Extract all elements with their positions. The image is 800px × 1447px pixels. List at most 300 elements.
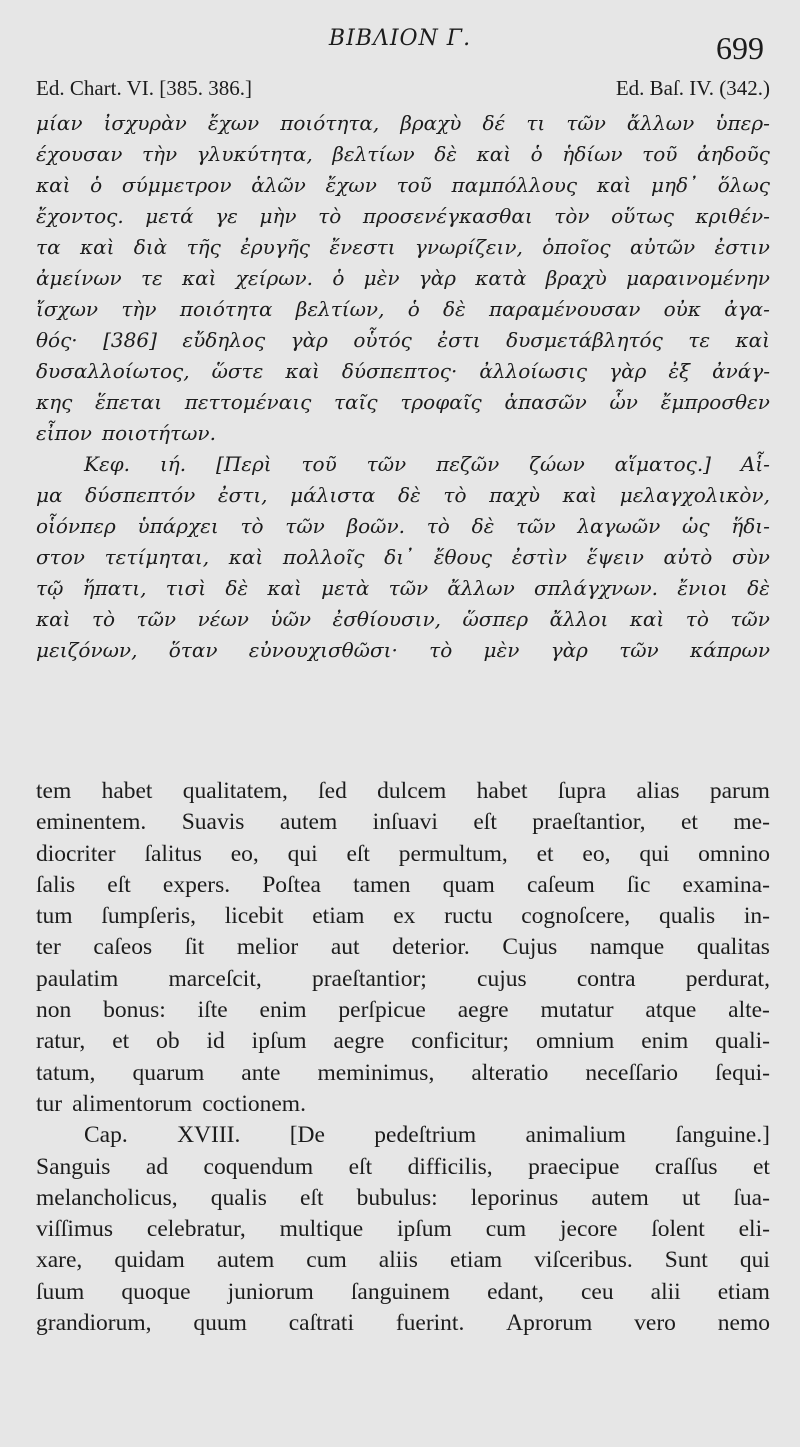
greek-text-line — [36, 356, 770, 387]
page-number: 699 — [716, 30, 764, 66]
word: ἔχων — [207, 111, 260, 135]
word: non — [36, 997, 72, 1024]
word: ἁλῶν — [251, 173, 306, 197]
word: alii — [650, 1278, 681, 1305]
word: γνωρίζειν, — [414, 235, 523, 259]
word: et — [112, 1028, 130, 1055]
word: contra — [576, 965, 636, 992]
word: ſanguinem — [350, 1278, 451, 1305]
word: μάλιστα — [290, 483, 376, 507]
word: ter — [36, 934, 61, 961]
word: ſupra — [557, 778, 607, 804]
word: διὰ — [133, 235, 168, 259]
word: pedeſtrium — [374, 1122, 477, 1149]
word: τῶν — [366, 452, 407, 476]
word: inſuavi — [372, 809, 438, 836]
word: habet — [476, 778, 528, 804]
word: βελτίων, — [295, 297, 385, 321]
latin-text-line — [36, 776, 770, 807]
word: caſtrati — [288, 1310, 354, 1337]
word: πεζῶν — [436, 452, 500, 476]
latin-text-line — [36, 1152, 770, 1183]
word: ἐστὶν — [511, 545, 568, 569]
word: δύσπεπτόν — [85, 483, 196, 507]
word: ὥστε — [211, 359, 264, 383]
latin-text-line — [36, 995, 770, 1026]
word: τὴν — [141, 142, 178, 166]
word: leporinus — [470, 1184, 559, 1211]
word: enim — [259, 997, 307, 1024]
word: edant, — [487, 1278, 544, 1305]
word: ἔθους — [433, 545, 492, 569]
word: ſic — [626, 871, 651, 898]
word: [Περὶ — [216, 452, 272, 476]
word: me- — [733, 809, 770, 836]
word: eminentem. — [36, 809, 147, 836]
word: γὰρ — [418, 266, 456, 290]
word: diocriter — [36, 840, 116, 867]
word: aegre — [333, 1028, 385, 1055]
word: cum — [485, 1216, 527, 1243]
word: δὲ — [443, 297, 466, 321]
word: τῶν — [730, 607, 770, 631]
greek-text-line — [36, 139, 770, 170]
word: πεττομέναις — [184, 390, 312, 414]
greek-text-line — [36, 201, 770, 232]
word: βελτίων — [332, 142, 415, 166]
word: ιή. — [159, 452, 187, 476]
word: praeſtantior, — [532, 809, 646, 836]
word: τα — [36, 235, 61, 259]
word: expers. — [162, 871, 231, 898]
word: ὁποῖος — [542, 235, 611, 259]
word: Cap. — [84, 1122, 128, 1149]
word: praecipue — [528, 1153, 620, 1180]
word: ζώων — [529, 452, 585, 476]
word: ſolent — [651, 1216, 705, 1243]
word: τοῦ — [642, 142, 678, 166]
word: ἁπασῶν — [504, 390, 587, 414]
word: ἐξ — [668, 359, 691, 383]
word: ſua- — [733, 1184, 770, 1211]
word: ποιότητα, — [280, 111, 380, 135]
word: et — [752, 1153, 770, 1180]
latin-text-line — [36, 1089, 770, 1120]
word: multique — [279, 1216, 364, 1243]
word: παχὺ — [489, 483, 541, 507]
latin-text-line — [36, 1277, 770, 1308]
word: τὸ — [240, 514, 264, 538]
word: tum — [36, 903, 73, 930]
greek-text-line — [36, 170, 770, 201]
word: τῶν — [285, 514, 325, 538]
word: έχουσαν — [36, 142, 123, 166]
word: Aprorum — [506, 1310, 593, 1337]
word: Poſtea — [262, 871, 321, 898]
word: βοῶν. — [346, 514, 405, 538]
greek-text-line — [36, 511, 770, 542]
word: juniorum — [227, 1278, 314, 1305]
word: δὲ — [434, 142, 458, 166]
word: κάπρων — [690, 638, 770, 662]
word: ἄλλοι — [549, 607, 609, 631]
word: κατὰ — [475, 266, 527, 290]
word: quidam — [114, 1247, 185, 1274]
word: στον — [36, 545, 85, 569]
word: qualis — [658, 903, 716, 930]
word: τοῦ — [301, 452, 337, 476]
word: ταῖς — [333, 390, 378, 414]
word: τὸ — [91, 607, 116, 631]
word: ὅλως — [717, 173, 770, 197]
word: Κεφ. — [84, 452, 131, 476]
word: ἥδι- — [731, 514, 770, 538]
word: δὲ — [747, 576, 770, 600]
latin-text-block — [36, 776, 770, 1339]
greek-text-line — [36, 604, 770, 635]
word: σπλάγχνων. — [533, 576, 659, 600]
word: qualis — [210, 1184, 267, 1211]
latin-text-line — [36, 932, 770, 963]
word: Αἷ- — [740, 452, 770, 476]
word: τροφαῖς — [400, 390, 482, 414]
word: ipſum — [397, 1216, 452, 1243]
word: autem — [216, 1247, 275, 1274]
word: ὁ — [407, 297, 420, 321]
word: eli- — [738, 1216, 770, 1243]
word: τῶν — [388, 576, 429, 600]
word: τῶν — [619, 638, 659, 662]
word: craſſus — [654, 1153, 718, 1180]
latin-text-line — [36, 1245, 770, 1276]
word: aliis — [378, 1247, 418, 1274]
word: ſed — [318, 778, 347, 804]
word: μὲν — [483, 638, 520, 662]
word: tur — [36, 1090, 63, 1117]
word: tem — [36, 778, 72, 804]
word: καὶ — [629, 607, 665, 631]
word: difficilis, — [407, 1153, 493, 1180]
word: ἐστι, — [217, 483, 268, 507]
word: χείρων. — [235, 266, 314, 290]
word: καὶ — [735, 328, 770, 352]
word: grandiorum, — [36, 1310, 152, 1337]
word: eſt — [348, 1153, 373, 1180]
word: ceu — [580, 1278, 614, 1305]
latin-text-line — [36, 1214, 770, 1245]
word: γε — [215, 204, 238, 228]
word: ſequi- — [715, 1059, 770, 1086]
greek-text-block — [36, 108, 770, 666]
word: ἀνάγ- — [712, 359, 770, 383]
word: [De — [289, 1122, 325, 1149]
word: μὴν — [259, 204, 297, 228]
word: parum — [709, 778, 770, 804]
word: qualitas — [696, 934, 770, 961]
word: celebratur, — [146, 1216, 246, 1243]
word: μειζόνων, — [36, 638, 138, 662]
word: cum — [306, 1247, 347, 1274]
word: aegre — [457, 997, 509, 1024]
word: marceſcit, — [168, 965, 262, 992]
word: XVIII. — [177, 1122, 241, 1149]
word: tatum, — [36, 1059, 96, 1086]
word: dulcem — [377, 778, 447, 804]
word: [386] — [103, 328, 157, 352]
word: μελαγχολικὸν, — [619, 483, 770, 507]
word: σὺν — [731, 545, 770, 569]
word: παραμένουσαν — [489, 297, 641, 321]
word: καὶ — [36, 607, 71, 631]
word: ſit — [184, 934, 205, 961]
word: quam — [442, 871, 495, 898]
greek-text-line — [36, 542, 770, 573]
word: ἔμπροσθεν — [660, 390, 770, 414]
word: καὶ — [285, 359, 320, 383]
word: τὸ — [685, 607, 709, 631]
greek-text-line — [36, 480, 770, 511]
word: atque — [645, 997, 697, 1024]
word: εὐνουχισθῶσι· — [248, 638, 398, 662]
latin-text-line — [36, 870, 770, 901]
word: καὶ — [182, 266, 217, 290]
word: τὸ — [429, 638, 453, 662]
word: ipſum — [251, 1028, 307, 1055]
word: αὐτὸ — [663, 545, 713, 569]
word: ποιοτήτων. — [101, 421, 216, 445]
greek-text-line — [36, 108, 770, 139]
word: ratur, — [36, 1028, 86, 1055]
greek-text-line — [36, 294, 770, 325]
word: etiam — [717, 1278, 770, 1305]
word: ἕψειν — [586, 545, 644, 569]
word: mutatur — [540, 997, 614, 1024]
edition-reference-left: Ed. Chart. VI. [385. 386.] — [36, 76, 252, 100]
word: meminimus, — [317, 1059, 435, 1086]
word: ὅταν — [168, 638, 218, 662]
word: ὁ — [90, 173, 103, 197]
word: perdurat, — [685, 965, 770, 992]
greek-text-line — [36, 573, 770, 604]
word: τῶν — [516, 514, 556, 538]
latin-text-line — [36, 1026, 770, 1057]
word: perſpicue — [338, 997, 426, 1024]
edition-reference-right: Ed. Baſ. IV. (342.) — [615, 76, 770, 100]
word: fuerint. — [395, 1310, 465, 1337]
word: καὶ — [562, 483, 598, 507]
word: λαγωῶν — [577, 514, 661, 538]
word: καὶ — [79, 235, 115, 259]
word: caſeum — [526, 871, 595, 898]
word: τὸ — [318, 204, 342, 228]
latin-text-line — [36, 839, 770, 870]
word: eo, — [230, 840, 259, 867]
greek-text-line — [36, 325, 770, 356]
greek-text-line — [36, 263, 770, 294]
word: ἀγα- — [724, 297, 770, 321]
word: τὸ — [443, 483, 467, 507]
latin-text-line — [36, 1183, 770, 1214]
word: autem — [591, 1184, 649, 1211]
word: παμπόλλους — [451, 173, 578, 197]
word: προσενέγκασθαι — [362, 204, 533, 228]
word: τὸν — [554, 204, 590, 228]
word: ἄλλων — [626, 111, 695, 135]
word: ſalis — [36, 871, 76, 898]
word: etiam — [449, 1247, 503, 1274]
word: μαραινομένην — [626, 266, 770, 290]
word: δύσπεπτος· — [341, 359, 458, 383]
word: μετὰ — [321, 576, 370, 600]
word: cognoſcere, — [521, 903, 631, 930]
word: qualitatem, — [182, 778, 288, 804]
word: ad — [145, 1153, 169, 1180]
word: Suavis — [181, 809, 245, 836]
word: ſanguine.] — [675, 1122, 770, 1149]
latin-text-line — [36, 1308, 770, 1339]
word: ἀηδοῦς — [696, 142, 770, 166]
word: δυσαλλοίωτος, — [36, 359, 190, 383]
word: nemo — [717, 1310, 770, 1337]
word: ὑπάρχει — [137, 514, 219, 538]
word: βραχὺ — [400, 111, 462, 135]
word: melior — [236, 934, 299, 961]
word: qui — [639, 840, 670, 867]
word: καὶ — [267, 576, 302, 600]
greek-text-line — [36, 418, 770, 449]
word: καὶ — [476, 142, 512, 166]
word: alteratio — [471, 1059, 549, 1086]
word: quali- — [715, 1028, 770, 1055]
word: ὑῶν — [270, 607, 312, 631]
word: ructu — [444, 903, 493, 930]
word: θός· — [36, 328, 78, 352]
word: τὸ — [426, 514, 450, 538]
word: ὥσπερ — [462, 607, 529, 631]
word: ἰσχυρὰν — [103, 111, 187, 135]
word: οἷόνπερ — [36, 514, 116, 538]
word: et — [536, 840, 554, 867]
word: τῶν — [136, 607, 177, 631]
word: τετίμηται, — [104, 545, 210, 569]
word: ὁ — [530, 142, 543, 166]
word: τι — [526, 111, 546, 135]
word: ὁ — [332, 266, 345, 290]
word: οὗτός — [353, 328, 412, 352]
word: ſalitus — [144, 840, 202, 867]
word: τοῦ — [396, 173, 432, 197]
word: γὰρ — [550, 638, 588, 662]
word: viſſimus — [36, 1216, 114, 1243]
word: αὐτῶν — [629, 235, 696, 259]
word: cujus — [477, 965, 527, 992]
word: κης — [36, 390, 73, 414]
word: Cujus — [502, 934, 558, 961]
word: Sanguis — [36, 1153, 111, 1180]
word: qui — [739, 1247, 770, 1274]
word: ἄλλων — [447, 576, 515, 600]
word: ob — [156, 1028, 180, 1055]
word: namque — [589, 934, 665, 961]
word: ἔχοντος. — [36, 204, 124, 228]
word: licebit — [224, 903, 284, 930]
word: ἐσθίουσιν, — [332, 607, 441, 631]
word: neceſſario — [585, 1059, 679, 1086]
word: εἶπον — [36, 421, 92, 445]
word: δυσμετάβλητός — [506, 328, 663, 352]
word: δὲ — [225, 576, 249, 600]
word: τῷ — [36, 576, 64, 600]
word: enim — [641, 1028, 689, 1055]
word: κριθέν- — [695, 204, 770, 228]
latin-text-line — [36, 1058, 770, 1089]
greek-text-line — [36, 635, 770, 666]
word: eſt — [473, 809, 497, 836]
word: quoque — [121, 1278, 191, 1305]
word: bubulus: — [356, 1184, 438, 1211]
word: μὲν — [363, 266, 400, 290]
word: δέ — [482, 111, 506, 135]
word: νέων — [197, 607, 249, 631]
word: bonus: — [103, 997, 166, 1024]
word: ἥπατι, — [82, 576, 147, 600]
word: omnino — [698, 840, 770, 867]
word: melancholicus, — [36, 1184, 178, 1211]
word: μετά — [145, 204, 194, 228]
word: οὕτως — [611, 204, 674, 228]
word: ante — [241, 1059, 281, 1086]
word: γὰρ — [290, 328, 328, 352]
word: xare, — [36, 1247, 83, 1274]
word: τε — [140, 266, 163, 290]
word: tamen — [353, 871, 411, 898]
greek-text-line — [36, 449, 770, 480]
word: alias — [636, 778, 680, 804]
word: qui — [287, 840, 318, 867]
word: τε — [688, 328, 711, 352]
word: μίαν — [36, 111, 83, 135]
greek-text-line — [36, 232, 770, 263]
word: caſeos — [93, 934, 153, 961]
word: coquendum — [203, 1153, 314, 1180]
word: καὶ — [596, 173, 632, 197]
latin-text-line — [36, 807, 770, 838]
word: ὧν — [609, 390, 638, 414]
word: et — [680, 809, 698, 836]
word: ἴσχων — [36, 297, 99, 321]
word: οὐκ — [663, 297, 701, 321]
word: vero — [634, 1310, 676, 1337]
word: τὴν — [121, 297, 157, 321]
word: eſt — [300, 1184, 324, 1211]
word: deterior. — [392, 934, 470, 961]
word: Sunt — [664, 1247, 708, 1274]
word: ἐστι — [437, 328, 481, 352]
word: paulatim — [36, 965, 119, 992]
word: viſceribus. — [534, 1247, 633, 1274]
word: καὶ — [36, 173, 71, 197]
word: examina- — [682, 871, 770, 898]
word: ὡς — [682, 514, 710, 538]
word: ἐστιν — [714, 235, 770, 259]
word: πολλοῖς — [282, 545, 365, 569]
word: ἔνιοι — [677, 576, 728, 600]
word: δὲ — [471, 514, 495, 538]
word: δὲ — [398, 483, 421, 507]
word: aut — [330, 934, 360, 961]
word: γὰρ — [609, 359, 647, 383]
word: ἔχων — [325, 173, 377, 197]
